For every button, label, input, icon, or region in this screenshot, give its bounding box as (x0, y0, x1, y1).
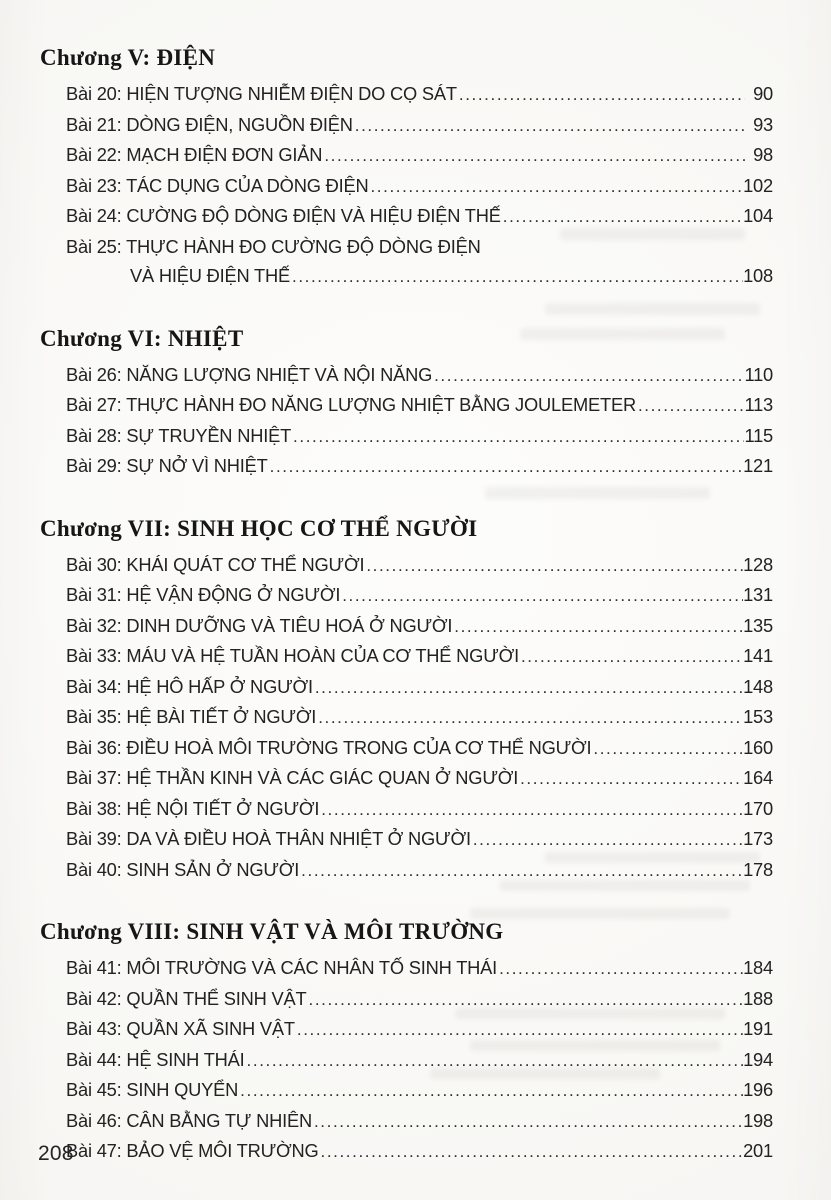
dot-leader (299, 856, 743, 886)
entry-label: Bài 29: SỰ NỞ VÌ NHIỆT (66, 455, 268, 476)
entry-page-number: 196 (743, 1079, 773, 1100)
toc-entry (66, 79, 773, 110)
toc-entry (66, 390, 773, 421)
dot-leader (340, 581, 743, 611)
chapter-entries (66, 79, 773, 292)
dot-leader (313, 673, 743, 703)
entry-label: Bài 43: QUẦN XÃ SINH VẬT (66, 1018, 295, 1039)
entry-page-number: 121 (743, 455, 773, 476)
chapter-entries (66, 360, 773, 482)
toc-entry (66, 702, 773, 733)
chapter-section (40, 918, 773, 1167)
dot-leader (295, 1015, 743, 1045)
dot-leader (353, 111, 745, 141)
entry-page-number: 93 (753, 113, 773, 135)
entry-page-number: 173 (743, 828, 773, 849)
dot-leader (457, 80, 745, 110)
entry-page-number: 135 (743, 614, 773, 636)
entry-page-number: 198 (743, 1109, 773, 1131)
dot-leader (364, 551, 743, 581)
dot-leader (307, 985, 744, 1015)
entry-page-number: 141 (743, 645, 773, 666)
toc-entry (66, 171, 773, 202)
entry-label: Bài 35: HỆ BÀI TIẾT Ở NGƯỜI (66, 706, 317, 727)
toc-entry (66, 855, 773, 886)
dot-leader (290, 262, 743, 292)
entry-label: Bài 22: MẠCH ĐIỆN ĐƠN GIẢN (66, 144, 323, 165)
dot-leader (245, 1046, 744, 1076)
entry-page-number: 153 (743, 706, 773, 727)
entry-page-number: 113 (744, 394, 773, 415)
entry-label: Bài 36: ĐIỀU HOÀ MÔI TRƯỜNG TRONG CỦA CƠ THỂ NGƯỜI (66, 736, 592, 758)
entry-label: Bài 31: HỆ VẬN ĐỘNG Ở NGƯỜI (66, 584, 341, 605)
entry-label: Bài 39: DA VÀ ĐIỀU HOÀ THÂN NHIỆT Ở NGƯỜI (66, 828, 471, 849)
chapter-title: Chương VIII: SINH VẬT VÀ MÔI TRƯỜNG (40, 919, 504, 944)
dot-leader (519, 642, 743, 672)
toc-entry (66, 110, 773, 141)
entry-page-number: 98 (753, 144, 773, 165)
chapter-title: Chương VII: SINH HỌC CƠ THỂ NGƯỜI (40, 515, 478, 541)
entry-page-number: 188 (743, 987, 773, 1009)
entry-page-number: 178 (743, 858, 773, 880)
toc-entry (66, 421, 773, 452)
entry-page-number: 148 (743, 675, 773, 697)
entry-label: Bài 37: HỆ THẦN KINH VÀ CÁC GIÁC QUAN Ở NGƯỜI (66, 767, 519, 788)
entry-page-number: 108 (743, 265, 773, 286)
entry-label: Bài 30: KHÁI QUÁT CƠ THỂ NGƯỜI (66, 553, 365, 575)
entry-label: Bài 41: MÔI TRƯỜNG VÀ CÁC NHÂN TỐ SINH THÁI (66, 957, 498, 978)
toc-entry (66, 451, 773, 482)
entry-page-number: 110 (744, 363, 773, 385)
entry-page-number: 170 (743, 797, 773, 819)
entry-page-number: 184 (743, 957, 773, 978)
dot-leader (291, 422, 744, 452)
dot-leader (322, 141, 745, 171)
toc-entry (66, 580, 773, 611)
toc-entry (66, 763, 773, 794)
chapter-entries (66, 550, 773, 886)
entry-label: Bài 47: BẢO VỆ MÔI TRƯỜNG (66, 1140, 319, 1161)
dot-leader (312, 1107, 743, 1137)
entry-label: Bài 40: SINH SẢN Ở NGƯỜI (66, 858, 300, 880)
chapter-title: Chương V: ĐIỆN (40, 45, 216, 70)
dot-leader (268, 452, 743, 482)
toc-entry (66, 984, 773, 1015)
table-of-contents (40, 44, 773, 1167)
dot-leader (316, 703, 743, 733)
entry-page-number: 164 (743, 767, 773, 788)
entry-page-number: 102 (743, 174, 773, 196)
entry-page-number: 90 (753, 83, 773, 104)
entry-label: Bài 45: SINH QUYỂN (66, 1079, 239, 1100)
toc-entry (66, 733, 773, 764)
dot-leader (238, 1076, 743, 1106)
chapter-section (40, 515, 773, 886)
entry-label: Bài 24: CƯỜNG ĐỘ DÒNG ĐIỆN VÀ HIỆU ĐIỆN THẾ (66, 205, 501, 226)
toc-entry (66, 672, 773, 703)
entry-label: VÀ HIỆU ĐIỆN THẾ (130, 265, 291, 286)
entry-page-number: 160 (743, 736, 773, 758)
entry-label: Bài 44: HỆ SINH THÁI (66, 1048, 245, 1070)
entry-label: Bài 27: THỰC HÀNH ĐO NĂNG LƯỢNG NHIỆT BẰNG JOULEMETER (66, 394, 636, 415)
dot-leader (591, 734, 743, 764)
toc-entry (66, 201, 773, 232)
entry-label: Bài 21: DÒNG ĐIỆN, NGUỒN ĐIỆN (66, 113, 353, 135)
toc-entry (66, 1106, 773, 1137)
dot-leader (319, 795, 743, 825)
chapter-section (40, 325, 773, 482)
entry-page-number: 131 (743, 584, 773, 605)
entry-page-number: 201 (743, 1140, 773, 1161)
entry-label: Bài 28: SỰ TRUYỀN NHIỆT (66, 424, 292, 446)
dot-leader (518, 764, 743, 794)
entry-page-number: 191 (743, 1018, 773, 1039)
chapter-title: Chương VI: NHIỆT (40, 325, 244, 351)
toc-entry (66, 1014, 773, 1045)
toc-entry (66, 261, 773, 292)
toc-entry (66, 611, 773, 642)
toc-entry (66, 1045, 773, 1076)
entry-label: Bài 34: HỆ HÔ HẤP Ở NGƯỜI (66, 675, 313, 697)
chapter-section (40, 44, 773, 292)
entry-label: Bài 25: THỰC HÀNH ĐO CƯỜNG ĐỘ DÒNG ĐIỆN (66, 235, 481, 257)
entry-label: Bài 26: NĂNG LƯỢNG NHIỆT VÀ NỘI NĂNG (66, 363, 433, 385)
toc-entry (66, 824, 773, 855)
dot-leader (471, 825, 743, 855)
toc-entry (66, 550, 773, 581)
dot-leader (501, 202, 743, 232)
entry-page-number: 194 (743, 1048, 773, 1070)
entry-label: Bài 32: DINH DƯỠNG VÀ TIÊU HOÁ Ở NGƯỜI (66, 614, 453, 636)
entry-label: Bài 20: HIỆN TƯỢNG NHIỄM ĐIỆN DO CỌ SÁT (66, 83, 457, 104)
dot-leader (319, 1137, 744, 1167)
page-number-footer: 208 (38, 1142, 74, 1165)
toc-entry (66, 794, 773, 825)
entry-label: Bài 23: TÁC DỤNG CỦA DÒNG ĐIỆN (66, 174, 369, 196)
toc-entry (66, 641, 773, 672)
dot-leader (368, 172, 743, 202)
entry-page-number: 115 (744, 424, 773, 446)
chapter-entries (66, 953, 773, 1167)
dot-leader (497, 954, 743, 984)
dot-leader (636, 391, 745, 421)
dot-leader (432, 361, 744, 391)
toc-entry (66, 953, 773, 984)
toc-entry (66, 360, 773, 391)
toc-entry (66, 140, 773, 171)
entry-page-number: 104 (743, 205, 773, 226)
toc-entry (66, 1136, 773, 1167)
entry-label: Bài 33: MÁU VÀ HỆ TUẦN HOÀN CỦA CƠ THỂ NGƯỜI (66, 645, 519, 666)
entry-label: Bài 38: HỆ NỘI TIẾT Ở NGƯỜI (66, 797, 320, 819)
toc-entry-line1 (66, 232, 773, 262)
toc-entry (66, 1075, 773, 1106)
entry-label: Bài 46: CÂN BẰNG TỰ NHIÊN (66, 1109, 312, 1131)
entry-page-number: 128 (743, 553, 773, 575)
entry-label: Bài 42: QUẦN THỂ SINH VẬT (66, 987, 307, 1009)
dot-leader (452, 612, 743, 642)
